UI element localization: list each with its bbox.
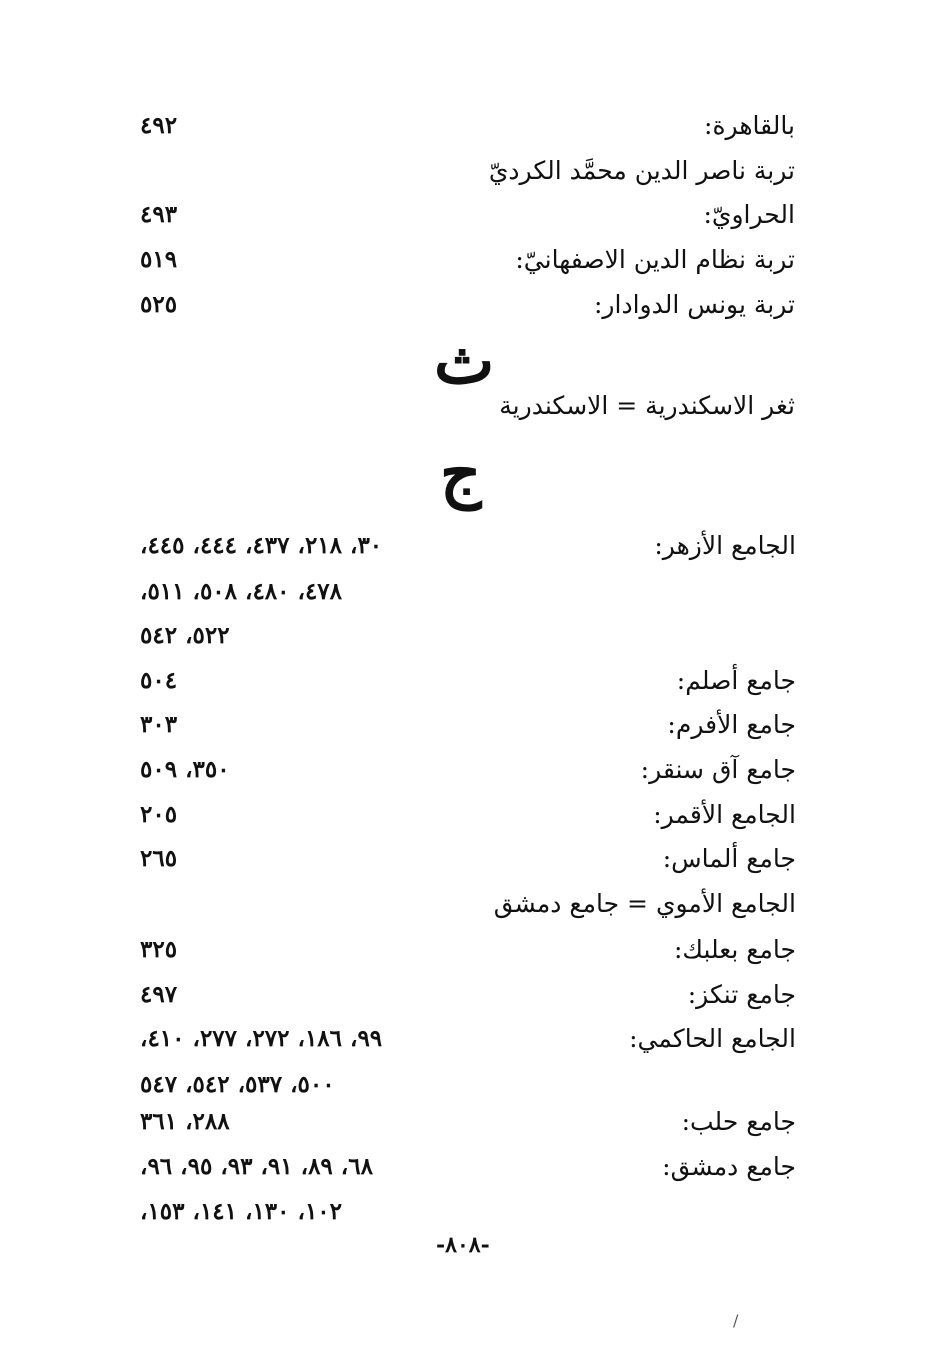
index-entry xyxy=(140,748,796,792)
entry-label: ثغر الاسكندرية = الاسكندرية xyxy=(499,391,795,420)
index-entry xyxy=(140,703,796,747)
entry-label: تربة نظام الدين الاصفهانيّ: xyxy=(515,245,795,274)
entry-label: الحراويّ: xyxy=(703,200,795,229)
index-entry xyxy=(140,238,795,282)
entry-label: جامع دمشق: xyxy=(662,1152,796,1181)
entry-label: الجامع الأقمر: xyxy=(653,800,796,829)
entry-label: جامع ألماس: xyxy=(662,844,796,873)
entry-label: الجامع الأموي = جامع دمشق xyxy=(493,889,796,918)
index-entry xyxy=(140,283,795,327)
index-entry xyxy=(140,928,796,972)
index-entry xyxy=(140,973,796,1017)
entry-label: الجامع الحاكمي: xyxy=(629,1024,796,1053)
entry-label: تربة يونس الدوادار: xyxy=(594,290,795,319)
entry-pages: ٦٨، ٨٩، ٩١، ٩٣، ٩٥، ٩٦، xyxy=(140,1153,373,1180)
index-entry xyxy=(140,193,795,237)
index-entry xyxy=(140,524,796,568)
index-entry xyxy=(140,1017,796,1061)
index-entry xyxy=(140,1100,796,1144)
section-letter-tha: ث xyxy=(434,324,495,399)
entry-pages: ٢٨٨، ٣٦١ xyxy=(140,1108,230,1135)
entry-pages: ٥٠٤ xyxy=(140,667,178,694)
entry-pages: ٣٠، ٢١٨، ٤٣٧، ٤٤٤، ٤٤٥، xyxy=(140,532,383,559)
entry-label: جامع بعلبك: xyxy=(673,935,796,964)
entry-pages: ٤٩٧ xyxy=(140,981,178,1008)
entry-pages: ٢٦٥ xyxy=(140,845,178,872)
entry-pages: ٥١٩ xyxy=(140,246,178,273)
entry-label: جامع أصلم: xyxy=(676,666,796,695)
entry-pages: ٣٠٣ xyxy=(140,711,178,738)
index-entry xyxy=(140,104,795,148)
index-entry xyxy=(140,793,796,837)
entry-label: الجامع الأزهر: xyxy=(654,531,796,560)
entry-pages: ١٠٢، ١٣٠، ١٤١، ١٥٣، xyxy=(140,1198,342,1225)
index-entry xyxy=(140,149,795,193)
entry-label: بالقاهرة: xyxy=(704,111,795,140)
entry-label: جامع آق سنقر: xyxy=(640,755,796,784)
section-letter-jim: ج xyxy=(440,436,482,511)
index-entry xyxy=(140,384,795,428)
entry-pages: ٩٩، ١٨٦، ٢٧٢، ٢٧٧، ٤١٠، xyxy=(140,1025,383,1052)
index-entry-continuation xyxy=(140,570,796,614)
entry-pages: ٥٢٥ xyxy=(140,291,178,318)
page-number: -٨٠٨- xyxy=(436,1232,490,1258)
index-entry-continuation xyxy=(140,614,796,658)
entry-pages: ٣٥٠، ٥٠٩ xyxy=(140,756,230,783)
entry-pages: ٤٩٣ xyxy=(140,201,178,228)
entry-pages: ٥٢٢، ٥٤٢ xyxy=(140,622,230,649)
entry-pages: ٤٩٢ xyxy=(140,112,178,139)
entry-label: جامع الأفرم: xyxy=(667,710,796,739)
entry-pages: ٥٠٠، ٥٣٧، ٥٤٢، ٥٤٧ xyxy=(140,1071,335,1098)
entry-label: تربة ناصر الدين محمَّد الكرديّ xyxy=(488,156,795,185)
entry-pages: ٣٢٥ xyxy=(140,936,178,963)
index-entry-continuation xyxy=(140,1190,796,1234)
index-entry xyxy=(140,882,796,926)
index-entry xyxy=(140,659,796,703)
stray-mark: / xyxy=(733,1311,739,1330)
entry-pages: ٤٧٨، ٤٨٠، ٥٠٨، ٥١١، xyxy=(140,578,342,605)
entry-pages: ٢٠٥ xyxy=(140,801,178,828)
entry-label: جامع تنكز: xyxy=(687,980,796,1009)
index-entry xyxy=(140,837,796,881)
index-entry xyxy=(140,1145,796,1189)
entry-label: جامع حلب: xyxy=(681,1107,796,1136)
